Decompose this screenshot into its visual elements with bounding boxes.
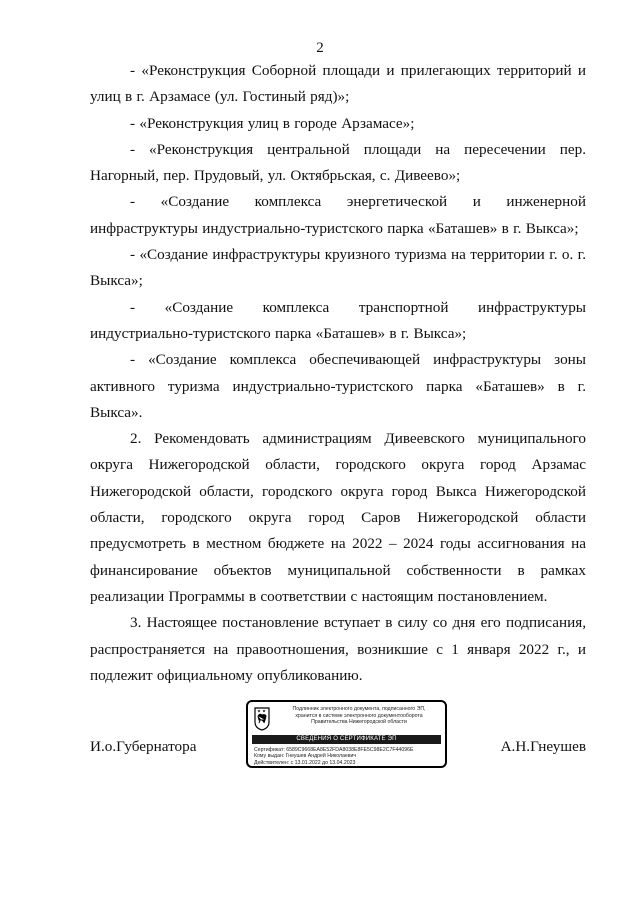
signer-name: А.Н.Гнеушев xyxy=(500,738,586,755)
paragraph-item-6: - «Создание комплекса транспортной инфраструктуры индустриально-туристского парка «Баташев» в г. Выкса»; xyxy=(90,298,586,342)
paragraph-item-5: - «Создание инфраструктуры круизного туризма на территории г. о. г. Выкса»; xyxy=(90,246,586,290)
signer-position: И.о.Губернатора xyxy=(90,738,197,755)
stamp-title-bar: СВЕДЕНИЯ О СЕРТИФИКАТЕ ЭП xyxy=(252,735,441,744)
paragraph-effective-date: 3. Настоящее постановление вступает в силу со дня его подписания, распространяется на правоотношения, возникшие с 1 января 2022 г., и подлежит официальному опубликованию. xyxy=(90,614,586,684)
stamp-header xyxy=(274,706,444,726)
certificate-owner: Кому выдан: Гнеушев Андрей Николаевич xyxy=(254,753,357,760)
paragraph-item-1: - «Реконструкция Соборной площади и прилегающих территорий и улиц в г. Арзамасе (ул. Гостиный ряд)»; xyxy=(90,62,586,106)
stamp-header-line: Правительства Нижегородской области xyxy=(311,719,407,726)
paragraph-item-3: - «Реконструкция центральной площади на пересечении пер. Нагорный, пер. Прудовый, ул. Октябрьская, с. Дивеево»; xyxy=(90,140,586,185)
deer-emblem-icon xyxy=(254,707,270,731)
certificate-validity: Действителен: с 13.01.2022 до 13.04.2023 xyxy=(254,759,356,766)
stamp-header-line: Подлинник электронного документа, подписанного ЭП, xyxy=(292,706,426,712)
paragraph-item-4: - «Создание комплекса энергетической и инженерной инфраструктуры индустриально-туристского парка «Баташев» в г. Выкса»; xyxy=(90,193,586,237)
page-number: 2 xyxy=(316,40,324,56)
paragraph-recommendation: 2. Рекомендовать администрациям Дивеевского муниципального округа Нижегородской области, городского округа город Арзамас Нижегородской области, городского округа город Выкса Нижегородской области, городского округа город Саров Нижегородской области предусмотреть в местном бюджете на 2022 – 2024 годы ассигнования на финансирование объектов муниципальной собственности в рамках реализации Программы в соответствии с настоящим постановлением. xyxy=(90,430,586,605)
certificate-number: Сертификат: 6589C9668EA8E52FDA8038E8FE5C98E2C7F44096E xyxy=(254,747,414,753)
paragraph-item-2: - «Реконструкция улиц в городе Арзамасе»; xyxy=(130,114,415,132)
document-body xyxy=(90,58,586,689)
electronic-signature-stamp xyxy=(246,700,447,768)
paragraph-item-7: - «Создание комплекса обеспечивающей инфраструктуры зоны активного туризма индустриально-туристского парка «Баташев» в г. Выкса». xyxy=(90,351,586,421)
stamp-header-line: хранится в системе электронного документооборота xyxy=(295,712,423,719)
certificate-details xyxy=(254,747,442,766)
